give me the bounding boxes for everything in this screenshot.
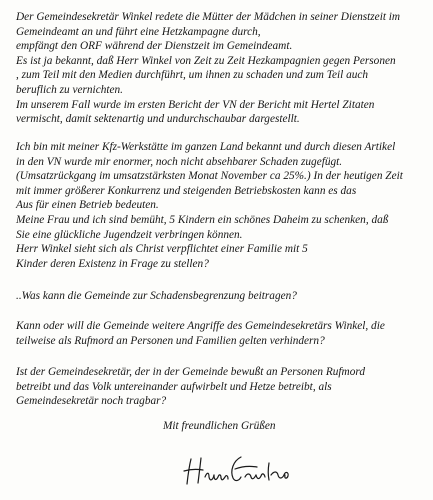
text-line: Im unserem Fall wurde im ersten Bericht der VN der Bericht mit Hertel Zitaten	[16, 98, 375, 111]
text-line: Sie eine glückliche Jugendzeit verbringen können.	[16, 228, 243, 241]
text-line: Aus für einen Betrieb bedeuten.	[16, 199, 159, 212]
question-damage-limitation	[16, 289, 428, 304]
text-line: Es ist ja bekannt, daß Herr Winkel von Zeit zu Zeit Hezkampagnien gegen Personen	[16, 54, 396, 67]
handwritten-signature	[181, 451, 296, 489]
text-line: Ich bin mit meiner Kfz-Werkstätte im ganzen Land bekannt und durch diesen Artikel	[16, 141, 396, 153]
text-line: , zum Teil mit den Medien durchführt, um ihnen zu schaden und zum Teil auch	[16, 69, 369, 82]
text-line: betreibt und das Volk untereinander aufwirbelt und Hetze betreibt, als	[16, 380, 332, 393]
text-line: Meine Frau und ich sind bemüht, 5 Kindern ein schönes Daheim zu schenken, daß	[16, 213, 389, 226]
question-tenability	[16, 365, 428, 409]
text-line: Kinder deren Existenz in Frage zu stellen?	[16, 257, 209, 270]
text-line: teilweise als Rufmord an Personen und Familien gelten verhindern?	[16, 334, 325, 347]
text-line: Der Gemeindesekretär Winkel redete die Mütter der Mädchen in seiner Dienstzeit im	[16, 11, 401, 23]
closing-salutation: Mit freundlichen Grüßen	[163, 420, 276, 432]
text-line: vermischt, damit sektenartig und undurchschaubar dargestellt.	[16, 113, 300, 126]
text-line: Kann oder will die Gemeinde weitere Angriffe des Gemeindesekretärs Winkel, die	[16, 320, 385, 332]
text-line: mit immer größerer Konkurrenz und steigenden Betriebskosten kann es das	[16, 184, 357, 197]
paragraph-accusations	[16, 10, 428, 127]
question-further-attacks	[16, 319, 428, 348]
text-line: (Umsatzrückgang im umsatzstärksten Monat November ca 25%.) In der heutigen Zeit	[16, 170, 403, 183]
text-line: in den VN wurde mir enormer, noch nicht absehbarer Schaden zugefügt.	[16, 155, 343, 168]
text-line: ..Was kann die Gemeinde zur Schadensbegrenzung beitragen?	[16, 290, 297, 302]
text-line: beruflich zu vernichten.	[16, 83, 123, 96]
text-line: Ist der Gemeindesekretär, der in der Gemeinde bewußt an Personen Rufmord	[16, 366, 365, 378]
text-line: Herr Winkel sieht sich als Christ verpflichtet einer Familie mit 5	[16, 243, 308, 256]
text-line: empfängt den ORF während der Dienstzeit im Gemeindeamt.	[16, 40, 293, 53]
text-line: Gemeindesekretär noch tragbar?	[16, 395, 167, 408]
text-line: Gemeindeamt an und führt eine Hetzkampagne durch,	[16, 25, 261, 38]
paragraph-damage	[16, 140, 428, 271]
